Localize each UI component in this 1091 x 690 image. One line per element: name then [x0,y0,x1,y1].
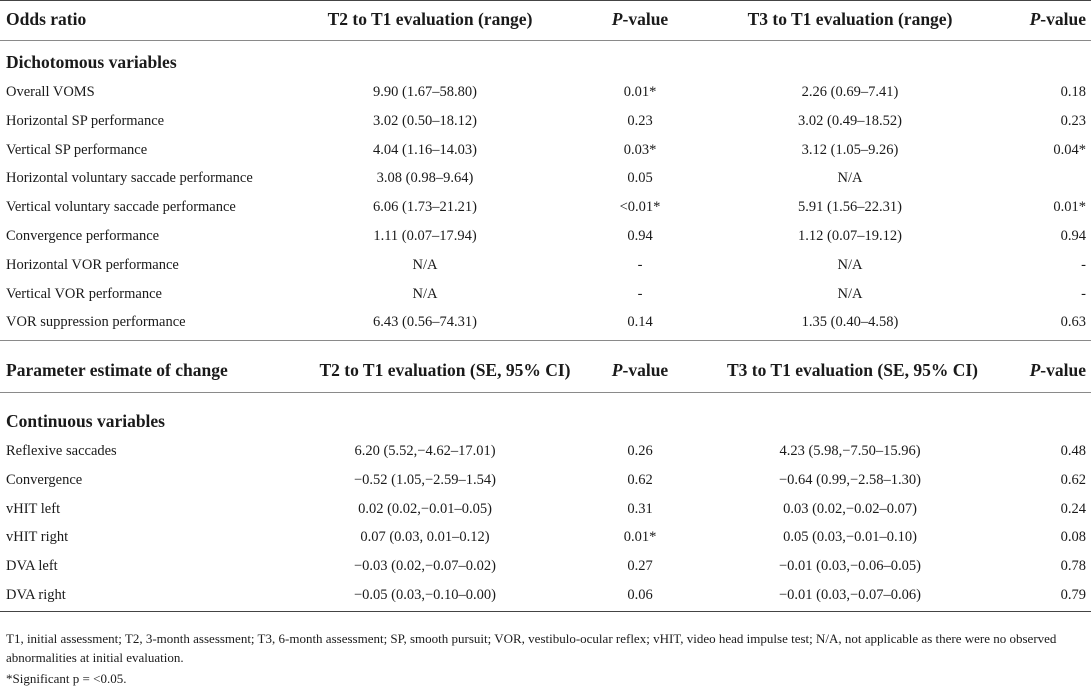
table-row [0,495,1091,524]
section-continuous [0,404,1091,438]
t3-value: −0.01 (0.03,−0.07–0.06) [778,587,921,603]
t3-p-value: - [1081,285,1086,302]
table-row [0,251,1091,280]
footnote-abbreviations: T1, initial assessment; T2, 3-month assessment; T3, 6-month assessment; SP, smooth pursuit; VOR, vestibulo-ocular reflex; vHIT, video head impulse test; N/A, not applicable as there were no observed abnormalities at initial evaluation. [6,631,1057,665]
t2-p-value: 0.06 [627,587,653,603]
t2-p-value: 0.14 [627,314,653,331]
t2-value: 6.20 (5.52,−4.62–17.01) [354,443,496,459]
t2-value: −0.03 (0.02,−0.07–0.02) [353,558,496,575]
header-odds-ratio: Odds ratio [6,9,87,29]
t3-value: N/A [837,256,863,273]
t2-p-value: 0.01* [623,84,657,100]
row-label: Horizontal SP performance [6,112,165,129]
t2-p-value: 0.05 [627,170,653,187]
table-row [0,193,1091,222]
t3-value: 1.35 (0.40–4.58) [801,314,899,331]
t3-p-value: 0.94 [1060,228,1086,244]
row-label: Horizontal VOR performance [6,256,179,273]
t2-p-value: 0.23 [627,112,653,129]
section-title-dichotomous: Dichotomous variables [6,52,177,72]
row-label: Convergence performance [6,228,160,244]
t3-value: 4.23 (5.98,−7.50–15.96) [779,443,921,459]
t3-value: N/A [837,285,863,302]
header-t2-se-ci: T2 to T1 evaluation (SE, 95% CI) [319,360,571,380]
header-t3-range: T3 to T1 evaluation (range) [747,9,953,29]
t2-p-value: - [637,256,643,273]
table-top-rule [0,0,1091,1]
t3-value: 3.02 (0.49–18.52) [798,112,902,129]
t3-p-value: 0.23 [1060,112,1086,129]
t2-value: 6.06 (1.73–21.21) [373,199,477,216]
t2-p-value: 0.03* [623,141,657,158]
table-row [0,308,1091,337]
table-row [0,581,1091,610]
table-row [0,78,1091,107]
header-p-value-1: P-value [611,9,669,29]
t3-p-value: 0.24 [1060,500,1086,517]
row-label: vHIT left [6,500,61,517]
t2-value: 9.90 (1.67–58.80) [373,84,477,100]
t2-value: 1.11 (0.07–17.94) [373,228,477,244]
row-label: Horizontal voluntary saccade performance [6,170,253,187]
t2-value: 0.02 (0.02,−0.01–0.05) [358,500,492,517]
header-rule-2 [0,392,1091,393]
header-rule-1 [0,40,1091,41]
t2-value: −0.52 (1.05,−2.59–1.54) [353,471,496,488]
row-label: Reflexive saccades [6,443,117,459]
header-parameter-estimate: Parameter estimate of change [6,360,228,380]
table-row [0,437,1091,466]
section-title-continuous: Continuous variables [6,411,165,431]
row-label: Vertical voluntary saccade performance [6,199,236,216]
row-label: DVA right [6,587,66,603]
t3-value: 0.05 (0.03,−0.01–0.10) [783,529,917,546]
t3-p-value: 0.78 [1060,558,1086,575]
t3-p-value: 0.04* [1053,141,1086,158]
table-bottom-rule [0,611,1091,612]
t2-value: 4.04 (1.16–14.03) [373,141,477,158]
table-row [0,107,1091,136]
t2-value: N/A [412,256,438,273]
t3-p-value: 0.08 [1060,529,1086,546]
t2-p-value: 0.27 [627,558,653,575]
header-t2-range: T2 to T1 evaluation (range) [327,9,533,29]
row-label: DVA left [6,558,58,575]
t2-p-value: 0.26 [627,443,653,459]
t2-value: 3.08 (0.98–9.64) [376,170,474,187]
t2-value: 6.43 (0.56–74.31) [373,314,477,331]
t2-value: −0.05 (0.03,−0.10–0.00) [353,587,496,603]
row-label: Vertical VOR performance [6,285,162,302]
t3-value: 0.03 (0.02,−0.02–0.07) [783,500,917,517]
t3-p-value: 0.62 [1060,471,1086,488]
row-label: Overall VOMS [6,84,95,100]
row-label: vHIT right [6,529,69,546]
table-header-parameter-estimate [0,353,1091,387]
t3-value: 5.91 (1.56–22.31) [798,199,902,216]
table-header-odds-ratio [0,2,1091,36]
t3-value: N/A [837,170,863,187]
t3-p-value: 0.79 [1060,587,1086,603]
header-p-value-4: P-value [1029,360,1086,380]
t3-p-value: 0.48 [1060,443,1086,459]
t2-p-value: 0.62 [627,471,653,488]
t3-value: 2.26 (0.69–7.41) [801,84,899,100]
row-label: Vertical SP performance [6,141,148,158]
row-label: VOR suppression performance [6,314,186,331]
t2-value: 3.02 (0.50–18.12) [373,112,477,129]
header-p-value-3: P-value [611,360,669,380]
table-row [0,466,1091,495]
t3-p-value: 0.01* [1053,199,1086,216]
t3-value: −0.01 (0.03,−0.06–0.05) [778,558,921,575]
t3-value: 3.12 (1.05–9.26) [801,141,899,158]
t2-p-value: - [637,285,643,302]
t3-value: 1.12 (0.07–19.12) [798,228,902,244]
table-row [0,222,1091,251]
t2-value: 0.07 (0.03, 0.01–0.12) [360,529,490,546]
footnote-significance: *Significant p = <0.05. [6,671,127,686]
section-dichotomous [0,45,1091,79]
t2-p-value: 0.94 [627,228,653,244]
t2-value: N/A [412,285,438,302]
header-t3-se-ci: T3 to T1 evaluation (SE, 95% CI) [726,360,979,380]
t3-p-value: 0.18 [1060,84,1086,100]
row-label: Convergence [6,471,83,488]
t3-value: −0.64 (0.99,−2.58–1.30) [778,471,921,488]
t3-p-value: 0.63 [1060,314,1086,331]
header-p-value-2: P-value [1029,9,1086,29]
table-row [0,523,1091,552]
t2-p-value: 0.31 [627,500,653,517]
table-row [0,280,1091,309]
section-divider-rule [0,340,1091,341]
table-row [0,164,1091,193]
t2-p-value: <0.01* [619,199,661,216]
t2-p-value: 0.01* [623,529,657,546]
t3-p-value: - [1081,256,1086,273]
table-row [0,136,1091,165]
table-row [0,552,1091,581]
